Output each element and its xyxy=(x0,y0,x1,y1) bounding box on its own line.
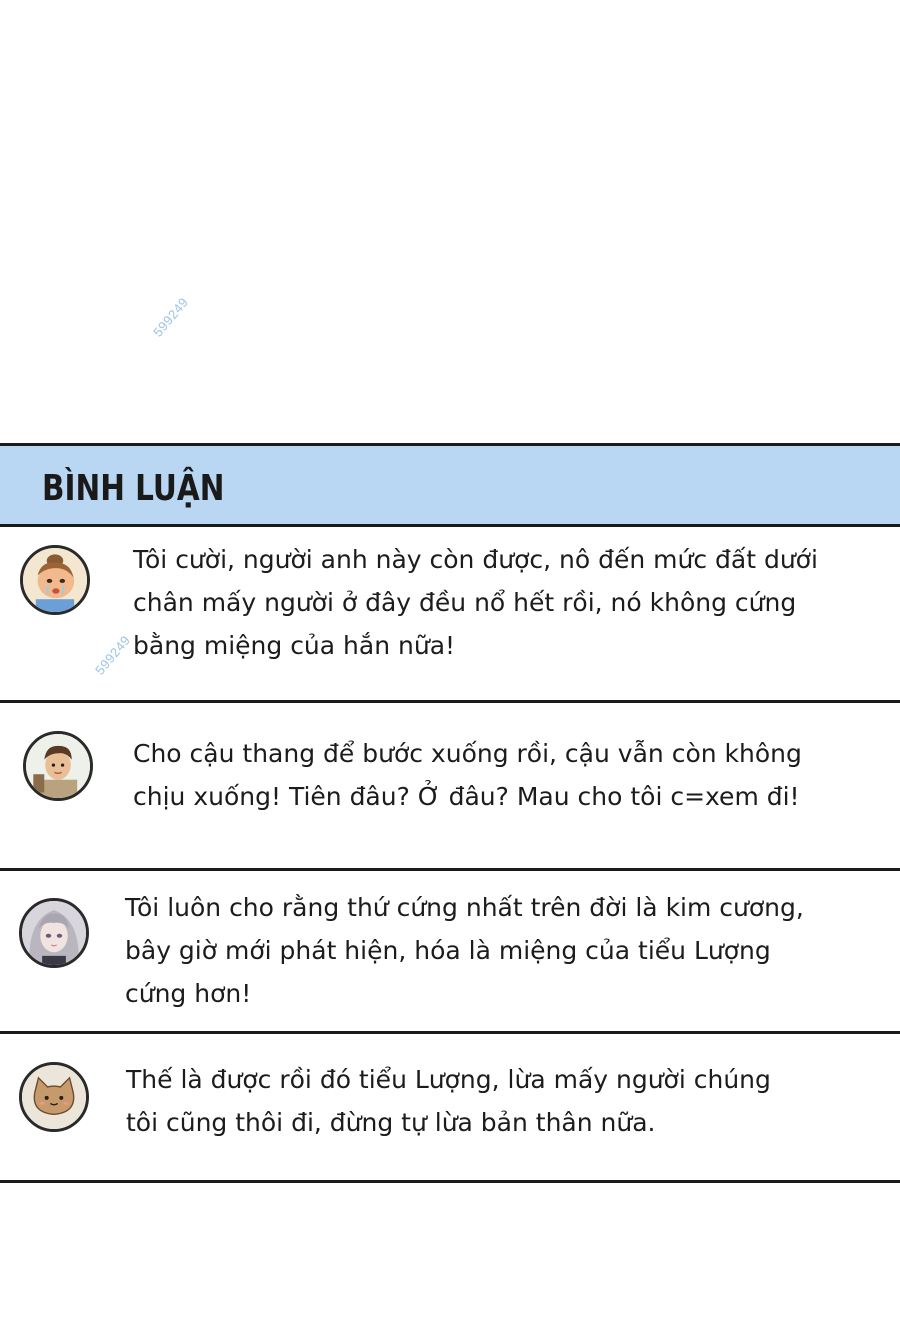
comment-line: Thế là được rồi đó tiểu Lượng, lừa mấy người chúng xyxy=(126,1065,771,1094)
divider xyxy=(0,1031,900,1034)
comment-line: chịu xuống! Tiên đâu? Ở đâu? Mau cho tôi c=xem đi! xyxy=(133,782,800,811)
watermark-text: 599249 xyxy=(150,294,192,340)
silver-hair-girl-avatar-icon xyxy=(19,898,89,968)
comment-line: Tôi luôn cho rằng thứ cứng nhất trên đời là kim cương, xyxy=(125,893,804,922)
comment-line: bằng miệng của hắn nữa! xyxy=(133,631,456,660)
comment-text xyxy=(125,886,804,1015)
comment-line: cứng hơn! xyxy=(125,979,252,1008)
comment-text xyxy=(133,538,818,667)
comment-text xyxy=(126,1058,771,1144)
divider xyxy=(0,868,900,871)
divider xyxy=(0,700,900,703)
comment-line: bây giờ mới phát hiện, hóa là miệng của tiểu Lượng xyxy=(125,936,771,965)
comment-line: tôi cũng thôi đi, đừng tự lừa bản thân nữa. xyxy=(126,1108,656,1137)
comment-line: Tôi cười, người anh này còn được, nô đến mức đất dưới xyxy=(133,545,818,574)
girl-crying-avatar-icon xyxy=(20,545,90,615)
comments-header-title: BÌNH LUẬN xyxy=(42,468,225,509)
comment-text xyxy=(133,732,802,818)
watermark-text: 599249 xyxy=(92,632,134,678)
comment-line: Cho cậu thang để bước xuống rồi, cậu vẫn còn không xyxy=(133,739,802,768)
cat-avatar-icon xyxy=(19,1062,89,1132)
divider xyxy=(0,1180,900,1183)
comments-header xyxy=(0,443,900,527)
boy-avatar-icon xyxy=(23,731,93,801)
comment-line: chân mấy người ở đây đều nổ hết rồi, nó không cứng xyxy=(133,588,797,617)
